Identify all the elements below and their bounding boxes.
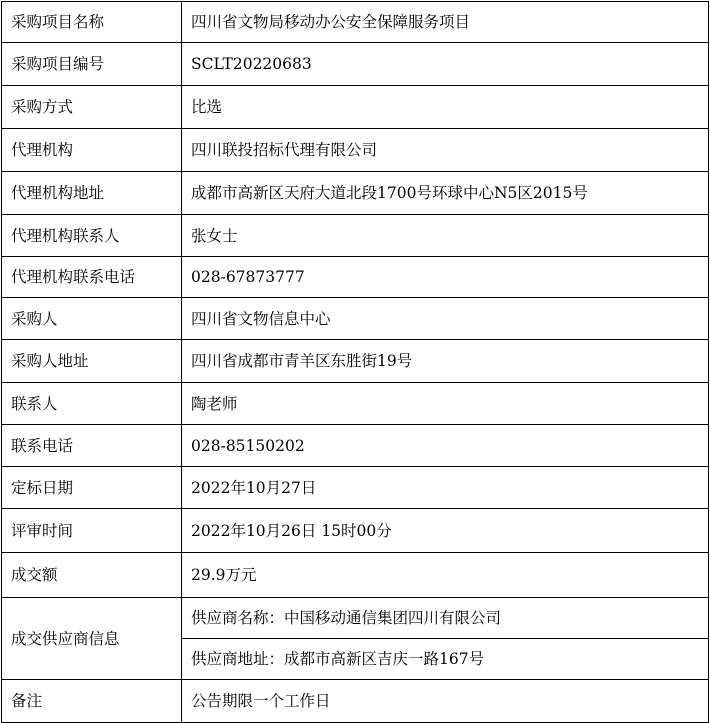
row-purchaser-address xyxy=(2,340,709,383)
value-project-number: SCLT20220683 xyxy=(182,43,709,86)
label-remark: 备注 xyxy=(2,680,182,723)
row-agency xyxy=(2,129,709,172)
value-supplier-name: 供应商名称：中国移动通信集团四川有限公司 xyxy=(182,598,709,639)
row-project-number xyxy=(2,43,709,86)
label-supplier-info: 成交供应商信息 xyxy=(2,598,182,680)
label-agency-address: 代理机构地址 xyxy=(2,172,182,215)
value-supplier-address: 供应商地址：成都市高新区吉庆一路167号 xyxy=(182,639,709,680)
row-agency-phone xyxy=(2,257,709,298)
label-review-time: 评审时间 xyxy=(2,509,182,553)
value-purchaser: 四川省文物信息中心 xyxy=(182,298,709,340)
row-procurement-method xyxy=(2,86,709,129)
row-award-date xyxy=(2,467,709,509)
row-transaction-amount xyxy=(2,553,709,598)
value-procurement-method: 比选 xyxy=(182,86,709,129)
label-contact: 联系人 xyxy=(2,383,182,425)
value-agency-phone: 028-67873777 xyxy=(182,257,709,298)
row-remark xyxy=(2,680,709,723)
row-agency-address xyxy=(2,172,709,215)
value-review-time: 2022年10月26日 15时00分 xyxy=(182,509,709,553)
value-remark: 公告期限一个工作日 xyxy=(182,680,709,723)
label-contact-phone: 联系电话 xyxy=(2,425,182,467)
value-transaction-amount: 29.9万元 xyxy=(182,553,709,598)
label-agency-contact: 代理机构联系人 xyxy=(2,215,182,257)
label-agency: 代理机构 xyxy=(2,129,182,172)
label-agency-phone: 代理机构联系电话 xyxy=(2,257,182,298)
label-award-date: 定标日期 xyxy=(2,467,182,509)
value-contact-phone: 028-85150202 xyxy=(182,425,709,467)
value-agency-contact: 张女士 xyxy=(182,215,709,257)
value-agency: 四川联投招标代理有限公司 xyxy=(182,129,709,172)
row-contact xyxy=(2,383,709,425)
label-project-name: 采购项目名称 xyxy=(2,2,182,43)
row-project-name xyxy=(2,2,709,43)
procurement-result-table xyxy=(1,1,709,723)
value-agency-address: 成都市高新区天府大道北段1700号环球中心N5区2015号 xyxy=(182,172,709,215)
label-purchaser: 采购人 xyxy=(2,298,182,340)
value-project-name: 四川省文物局移动办公安全保障服务项目 xyxy=(182,2,709,43)
row-supplier-name xyxy=(2,598,709,639)
label-purchaser-address: 采购人地址 xyxy=(2,340,182,383)
row-agency-contact xyxy=(2,215,709,257)
row-contact-phone xyxy=(2,425,709,467)
label-transaction-amount: 成交额 xyxy=(2,553,182,598)
value-purchaser-address: 四川省成都市青羊区东胜街19号 xyxy=(182,340,709,383)
value-award-date: 2022年10月27日 xyxy=(182,467,709,509)
row-review-time xyxy=(2,509,709,553)
label-procurement-method: 采购方式 xyxy=(2,86,182,129)
label-project-number: 采购项目编号 xyxy=(2,43,182,86)
row-purchaser xyxy=(2,298,709,340)
value-contact: 陶老师 xyxy=(182,383,709,425)
